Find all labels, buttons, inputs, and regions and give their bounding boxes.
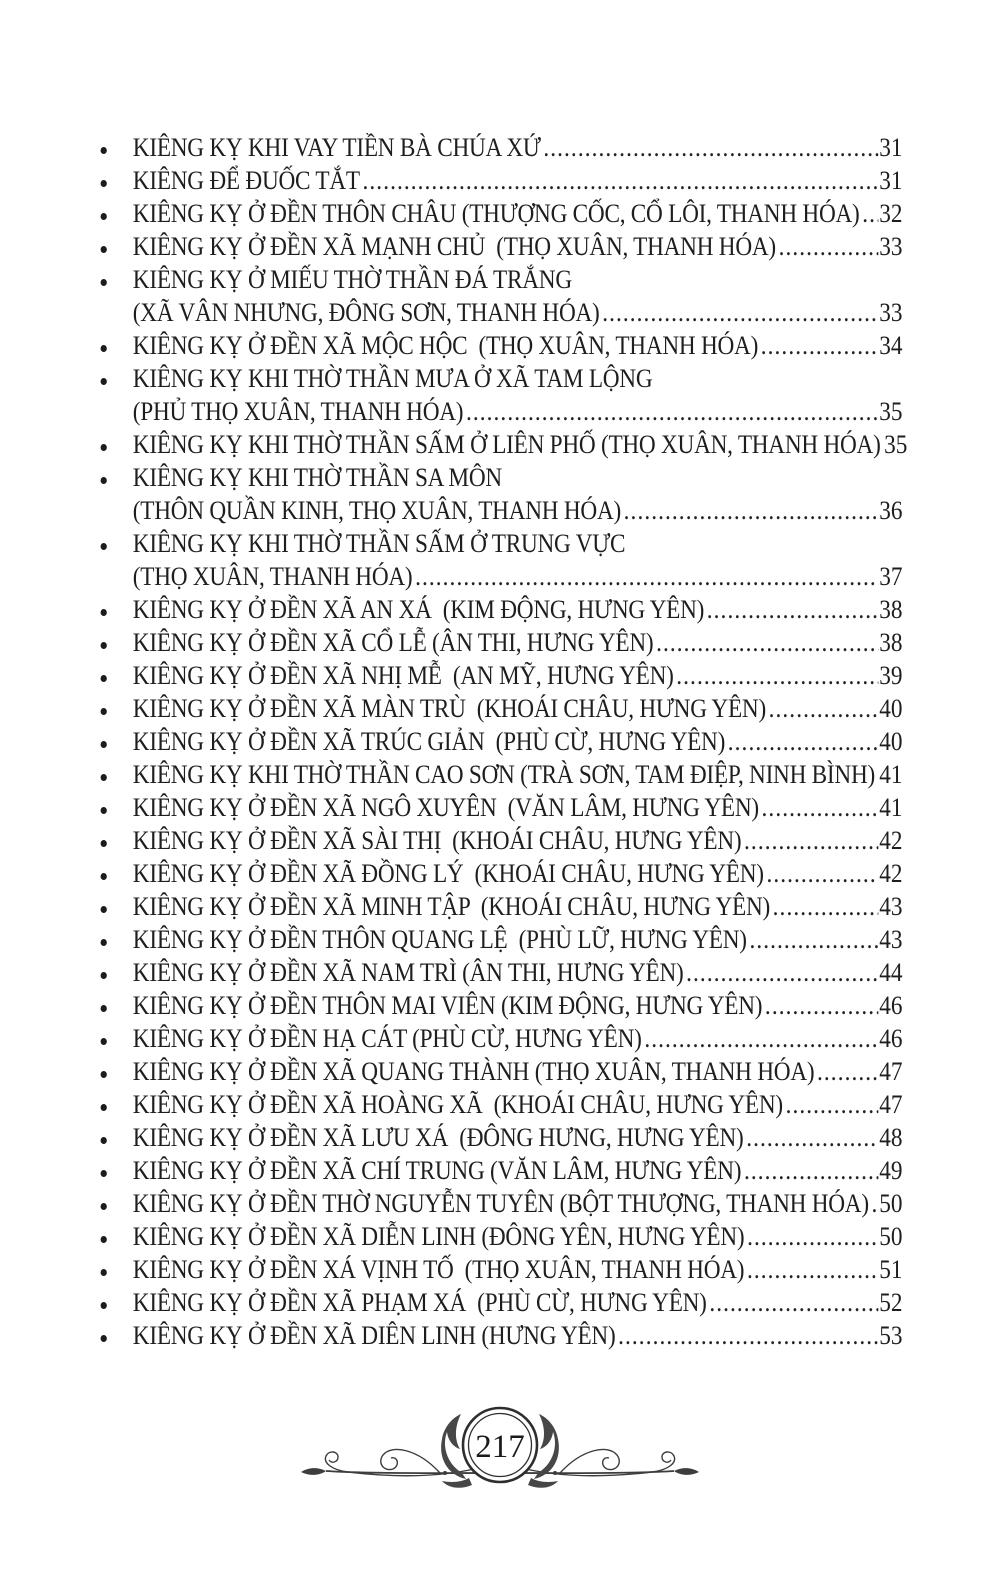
toc-entry — [97, 1253, 903, 1286]
toc-entry — [97, 263, 903, 329]
bullet-icon — [97, 824, 133, 847]
toc-entry-body — [133, 593, 903, 626]
toc-entry-body — [133, 461, 903, 527]
entry-title: KIÊNG KỴ KHI VAY TIỀN BÀ CHÚA XỨ — [132, 133, 541, 162]
bullet-icon — [97, 1088, 133, 1111]
dot-leader — [862, 197, 878, 230]
toc-entry-body — [133, 1286, 903, 1319]
entry-title: KIÊNG KỴ Ở ĐỀN XÃ AN XÁ (KIM ĐỘNG, HƯNG YÊN) — [132, 595, 705, 624]
entry-page-number: 35 — [884, 430, 908, 459]
toc-entry-body — [133, 857, 903, 890]
toc-entry-line — [133, 890, 903, 923]
bullet-icon — [97, 659, 133, 682]
entry-page-number: 39 — [879, 661, 903, 690]
toc-entry-body — [133, 725, 903, 758]
entry-title: KIÊNG KỴ Ở ĐỀN XÃ MINH TẬP (KHOÁI CHÂU, HƯNG YÊN) — [132, 892, 770, 921]
toc-entry-line — [133, 329, 903, 362]
flourish-graphic — [290, 1387, 710, 1511]
toc-entry-body — [133, 956, 903, 989]
toc-entry-body — [133, 1055, 903, 1088]
bullet-icon — [97, 989, 133, 1012]
entry-subtitle: (THỌ XUÂN, THANH HÓA) — [132, 562, 413, 591]
dot-leader — [817, 1055, 878, 1088]
toc-entry — [97, 329, 903, 362]
bullet-icon — [97, 1187, 133, 1210]
entry-title: KIÊNG KỴ Ở ĐỀN XÃ NGÔ XUYÊN (VĂN LÂM, HƯNG YÊN) — [132, 793, 759, 822]
bullet-icon — [97, 725, 133, 748]
toc-entry — [97, 1088, 903, 1121]
toc-entry — [97, 527, 903, 593]
toc-entry — [97, 1286, 903, 1319]
toc-entry-line — [133, 230, 903, 263]
toc-entry-body — [133, 923, 903, 956]
dot-leader — [749, 923, 878, 956]
entry-page-number: 38 — [879, 595, 903, 624]
bullet-icon — [97, 461, 133, 484]
dot-leader — [466, 395, 878, 428]
entry-title: KIÊNG KỴ KHI THỜ THẦN SA MÔN — [132, 463, 502, 492]
toc-entry-line — [133, 1088, 903, 1121]
toc-list — [97, 131, 908, 1352]
toc-entry-line-continuation — [133, 395, 903, 428]
dot-leader — [728, 725, 879, 758]
toc-entry-line — [133, 1319, 903, 1352]
bullet-icon — [97, 593, 133, 616]
toc-entry-line — [133, 923, 903, 956]
toc-entry-body — [133, 1022, 903, 1055]
bullet-icon — [97, 527, 133, 550]
entry-page-number: 44 — [879, 958, 903, 987]
entry-page-number: 50 — [879, 1222, 903, 1251]
entry-title: KIÊNG KỴ Ở ĐỀN XÁ VỊNH TỐ (THỌ XUÂN, THANH HÓA) — [132, 1255, 745, 1284]
toc-entry-body — [133, 659, 903, 692]
entry-page-number: 48 — [879, 1123, 903, 1152]
entry-title: KIÊNG KỴ Ở ĐỀN XÃ DIÊN LINH (HƯNG YÊN) — [132, 1321, 616, 1350]
toc-entry-body — [133, 197, 903, 230]
toc-entry-line — [133, 758, 903, 791]
bullet-icon — [97, 1055, 133, 1078]
entry-title: KIÊNG KỴ Ở ĐỀN XÃ PHẠM XÁ (PHÙ CỪ, HƯNG YÊN) — [132, 1288, 707, 1317]
toc-entry-body — [133, 1187, 903, 1220]
toc-entry — [97, 230, 903, 263]
footer-page-number: 217 — [475, 1429, 525, 1465]
entry-page-number: 41 — [879, 793, 903, 822]
toc-entry-line — [132, 428, 908, 461]
bullet-icon — [97, 956, 133, 979]
toc-entry — [97, 989, 903, 1022]
dot-leader — [779, 230, 879, 263]
entry-page-number: 42 — [879, 826, 903, 855]
toc-entry-line — [133, 626, 903, 659]
entry-title: KIÊNG KỴ Ở ĐỀN XÃ NHỊ MỄ (AN MỸ, HƯNG YÊN) — [132, 661, 674, 690]
dot-leader — [762, 791, 879, 824]
toc-entry-line — [133, 1022, 903, 1055]
entry-page-number: 34 — [879, 331, 903, 360]
bullet-icon — [97, 197, 133, 220]
toc-entry-line — [133, 989, 903, 1022]
dot-leader — [769, 692, 879, 725]
bullet-icon — [97, 1154, 133, 1177]
toc-entry-line-continuation — [133, 296, 903, 329]
entry-page-number: 40 — [879, 694, 903, 723]
bullet-icon — [97, 1286, 133, 1309]
entry-title: KIÊNG KỴ Ở ĐỀN XÃ LƯU XÁ (ĐÔNG HƯNG, HƯNG YÊN) — [132, 1123, 744, 1152]
entry-page-number: 32 — [879, 199, 903, 228]
toc-entry-line — [133, 1286, 903, 1319]
bullet-icon — [97, 1220, 133, 1243]
dot-leader — [766, 857, 878, 890]
entry-page-number: 31 — [879, 166, 903, 195]
toc-entry — [97, 692, 903, 725]
toc-entry — [97, 626, 903, 659]
dot-leader — [363, 164, 879, 197]
toc-entry-line — [133, 824, 903, 857]
toc-entry-body — [133, 1088, 903, 1121]
toc-entry-line — [133, 131, 903, 164]
entry-page-number: 33 — [879, 232, 903, 261]
dot-leader — [415, 560, 878, 593]
entry-page-number: 53 — [879, 1321, 903, 1350]
toc-entry-line — [133, 164, 903, 197]
entry-title: KIÊNG KỴ Ở ĐỀN XÃ DIỄN LINH (ĐÔNG YÊN, HƯNG YÊN) — [132, 1222, 745, 1251]
entry-page-number: 46 — [879, 1024, 903, 1053]
bullet-icon — [97, 1121, 133, 1144]
toc-entry-body — [133, 791, 903, 824]
dot-leader — [773, 890, 879, 923]
toc-entry — [97, 1121, 903, 1154]
toc-entry — [97, 1154, 903, 1187]
dot-leader — [602, 296, 878, 329]
dot-leader — [744, 824, 878, 857]
entry-page-number: 41 — [879, 760, 903, 789]
toc-entry-line — [133, 1121, 903, 1154]
bullet-icon — [97, 692, 133, 715]
entry-title: KIÊNG KỴ KHI THỜ THẦN CAO SƠN (TRÀ SƠN, TAM ĐIỆP, NINH BÌNH) — [132, 760, 875, 789]
bullet-icon — [97, 131, 133, 154]
toc-entry-line — [133, 197, 903, 230]
entry-subtitle: (PHỦ THỌ XUÂN, THANH HÓA) — [132, 397, 464, 426]
bullet-icon — [97, 923, 133, 946]
dot-leader — [747, 1253, 878, 1286]
toc-entry-line — [133, 362, 903, 395]
toc-entry — [97, 890, 903, 923]
entry-page-number: 37 — [879, 562, 903, 591]
toc-entry — [97, 1220, 903, 1253]
entry-title: KIÊNG KỴ KHI THỜ THẦN SẤM Ở LIÊN PHỐ (THỌ XUÂN, THANH HÓA) — [132, 430, 881, 459]
toc-entry — [97, 923, 903, 956]
toc-entry-line-continuation — [133, 560, 903, 593]
entry-title: KIÊNG KỴ Ở ĐỀN XÃ MÀN TRÙ (KHOÁI CHÂU, HƯNG YÊN) — [132, 694, 766, 723]
toc-entry — [97, 197, 903, 230]
entry-title: KIÊNG KỴ Ở ĐỀN THÔN MAI VIÊN (KIM ĐỘNG, HƯNG YÊN) — [132, 991, 763, 1020]
entry-title: KIÊNG KỴ Ở ĐỀN XÃ QUANG THÀNH (THỌ XUÂN, THANH HÓA) — [132, 1057, 815, 1086]
entry-page-number: 36 — [879, 496, 903, 525]
toc-entry — [97, 725, 903, 758]
toc-entry-body — [133, 1121, 903, 1154]
bullet-icon — [97, 1022, 133, 1045]
footer-ornament — [290, 1387, 710, 1511]
entry-page-number: 47 — [879, 1057, 903, 1086]
dot-leader — [747, 1220, 878, 1253]
toc-entry — [97, 1055, 903, 1088]
entry-title: KIÊNG KỴ Ở ĐỀN THÔN CHÂU (THƯỢNG CỐC, CỔ LÔI, THANH HÓA) — [132, 199, 860, 228]
toc-entry-body — [133, 1220, 903, 1253]
entry-title: KIÊNG KỴ Ở ĐỀN HẠ CÁT (PHÙ CỪ, HƯNG YÊN) — [132, 1024, 642, 1053]
bullet-icon — [97, 626, 133, 649]
toc-entry-line — [133, 692, 903, 725]
dot-leader — [765, 989, 878, 1022]
dot-leader — [707, 593, 879, 626]
toc-entry — [97, 956, 903, 989]
toc-entry-body — [133, 692, 903, 725]
bullet-icon — [97, 263, 133, 286]
entry-title: KIÊNG KỴ Ở ĐỀN XÃ CỔ LỄ (ÂN THI, HƯNG YÊN) — [132, 628, 654, 657]
toc-entry-line — [133, 1220, 903, 1253]
toc-entry-line — [133, 1055, 903, 1088]
toc-entry-line — [133, 1187, 903, 1220]
entry-page-number: 50 — [879, 1189, 903, 1218]
entry-page-number: 42 — [879, 859, 903, 888]
toc-entry — [97, 362, 903, 428]
entry-page-number: 49 — [879, 1156, 903, 1185]
toc-entry-body — [133, 890, 903, 923]
bullet-icon — [97, 230, 133, 253]
entry-page-number: 43 — [879, 892, 903, 921]
toc-entry-line — [133, 659, 903, 692]
bullet-icon — [97, 1253, 133, 1276]
entry-page-number: 46 — [879, 991, 903, 1020]
entry-title: KIÊNG KỴ Ở ĐỀN XÃ HOÀNG XÃ (KHOÁI CHÂU, HƯNG YÊN) — [132, 1090, 783, 1119]
toc-entry-body — [133, 626, 903, 659]
entry-page-number: 47 — [879, 1090, 903, 1119]
toc-entry-line — [133, 593, 903, 626]
toc-entry-body — [133, 989, 903, 1022]
bullet-icon — [97, 428, 133, 451]
entry-title: KIÊNG KỴ Ở ĐỀN XÃ MỘC HỘC (THỌ XUÂN, THANH HÓA) — [132, 331, 759, 360]
entry-title: KIÊNG KỴ Ở ĐỀN XÃ ĐỒNG LÝ (KHOÁI CHÂU, HƯNG YÊN) — [132, 859, 764, 888]
entry-title: KIÊNG KỴ KHI THỜ THẦN SẤM Ở TRUNG VỰC — [132, 529, 626, 558]
entry-page-number: 40 — [879, 727, 903, 756]
toc-entry — [97, 659, 903, 692]
entry-title: KIÊNG KỴ Ở ĐỀN XÃ TRÚC GIẢN (PHÙ CỪ, HƯNG YÊN) — [132, 727, 726, 756]
dot-leader — [744, 1154, 878, 1187]
dot-leader — [618, 1319, 878, 1352]
toc-entry-line-continuation — [133, 494, 903, 527]
entry-title: KIÊNG KỴ Ở ĐỀN XÃ NAM TRÌ (ÂN THI, HƯNG YÊN) — [132, 958, 684, 987]
toc-entry-body — [133, 131, 903, 164]
dot-leader — [761, 329, 879, 362]
toc-entry-line — [133, 1253, 903, 1286]
entry-title: KIÊNG KỴ Ở ĐỀN XÃ MẠNH CHỦ (THỌ XUÂN, THANH HÓA) — [132, 232, 776, 261]
dot-leader — [686, 956, 878, 989]
bullet-icon — [97, 758, 133, 781]
entry-page-number: 51 — [879, 1255, 903, 1284]
toc-entry — [97, 758, 903, 791]
toc-entry-body — [132, 428, 908, 461]
bullet-icon — [97, 890, 133, 913]
toc-entry — [97, 131, 903, 164]
toc-entry — [97, 593, 903, 626]
entry-page-number: 52 — [879, 1288, 903, 1317]
toc-entry — [97, 461, 903, 527]
bullet-icon — [97, 1319, 133, 1342]
toc-entry-line — [133, 956, 903, 989]
bullet-icon — [97, 791, 133, 814]
entry-title: KIÊNG KỴ Ở ĐỀN THÔN QUANG LỆ (PHÙ LỮ, HƯNG YÊN) — [132, 925, 747, 954]
toc-entry-line — [133, 461, 903, 494]
entry-page-number: 35 — [879, 397, 903, 426]
entry-page-number: 31 — [879, 133, 903, 162]
bullet-icon — [97, 362, 133, 385]
toc-entry-body — [133, 329, 903, 362]
toc-entry-body — [133, 230, 903, 263]
toc-entry-body — [133, 1253, 903, 1286]
bullet-icon — [97, 329, 133, 352]
dot-leader — [644, 1022, 878, 1055]
bullet-icon — [97, 857, 133, 880]
toc-entry — [97, 857, 903, 890]
toc-entry-body — [133, 758, 903, 791]
dot-leader — [878, 758, 879, 791]
toc-entry-body — [133, 824, 903, 857]
toc-entry-body — [133, 362, 903, 428]
entry-subtitle: (THÔN QUẦN KINH, THỌ XUÂN, THANH HÓA) — [132, 496, 621, 525]
toc-entry — [97, 428, 908, 461]
toc-entry — [97, 164, 903, 197]
toc-entry-line — [133, 1154, 903, 1187]
entry-page-number: 38 — [879, 628, 903, 657]
toc-entry-body — [133, 1319, 903, 1352]
dot-leader — [624, 494, 879, 527]
entry-title: KIÊNG KỴ Ở ĐỀN THỜ NGUYỄN TUYÊN (BỘT THƯỢNG, THANH HÓA) — [132, 1189, 869, 1218]
dot-leader — [676, 659, 878, 692]
entry-title: KIÊNG KỴ KHI THỜ THẦN MƯA Ở XÃ TAM LỘNG — [132, 364, 653, 393]
dot-leader — [709, 1286, 878, 1319]
entry-title: KIÊNG KỴ Ở MIẾU THỜ THẦN ĐÁ TRẮNG — [132, 265, 572, 294]
toc-entry-body — [133, 527, 903, 593]
entry-subtitle: (XÃ VÂN NHƯNG, ĐÔNG SƠN, THANH HÓA) — [132, 298, 600, 327]
toc-entry-body — [133, 263, 903, 329]
dot-leader — [656, 626, 878, 659]
toc-entry — [97, 1319, 903, 1352]
toc-entry-line — [133, 791, 903, 824]
entry-page-number: 43 — [879, 925, 903, 954]
toc-entry-line — [133, 527, 903, 560]
dot-leader — [872, 1187, 879, 1220]
entry-page-number: 33 — [879, 298, 903, 327]
toc-entry-body — [133, 164, 903, 197]
entry-title: KIÊNG KỴ Ở ĐỀN XÃ CHÍ TRUNG (VĂN LÂM, HƯNG YÊN) — [132, 1156, 742, 1185]
toc-entry — [97, 824, 903, 857]
entry-title: KIÊNG KỴ Ở ĐỀN XÃ SÀI THỊ (KHOÁI CHÂU, HƯNG YÊN) — [132, 826, 742, 855]
toc-entry-line — [133, 725, 903, 758]
toc-entry — [97, 1022, 903, 1055]
toc-entry-line — [133, 857, 903, 890]
dot-leader — [746, 1121, 878, 1154]
toc-entry-line — [133, 263, 903, 296]
dot-leader — [786, 1088, 879, 1121]
toc-entry — [97, 791, 903, 824]
toc-entry — [97, 1187, 903, 1220]
toc-entry-body — [133, 1154, 903, 1187]
dot-leader — [543, 131, 878, 164]
entry-title: KIÊNG ĐỂ ĐUỐC TẮT — [132, 166, 360, 195]
bullet-icon — [97, 164, 133, 187]
